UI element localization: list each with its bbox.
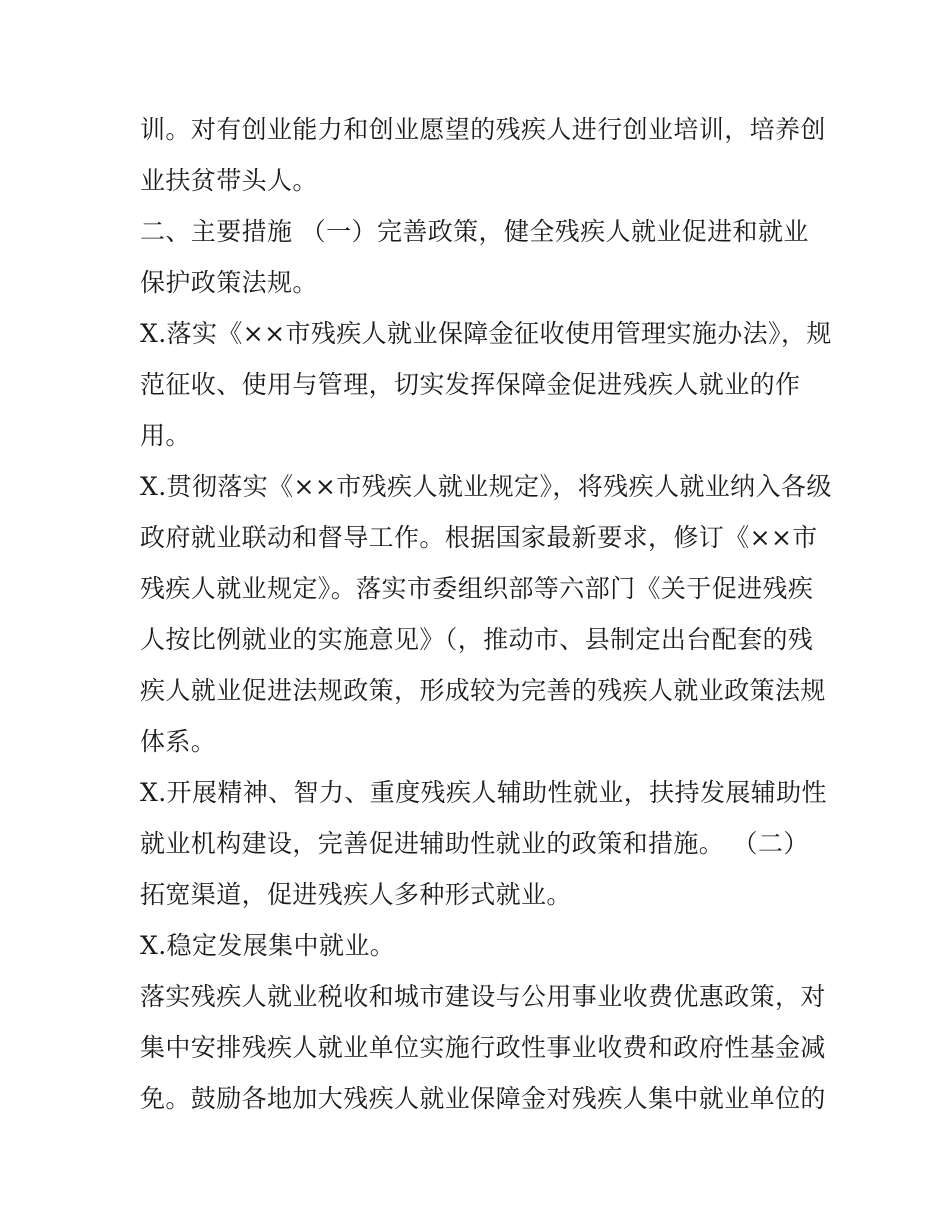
text-line: 保护政策法规。 bbox=[140, 268, 318, 297]
text-line: 残疾人就业规定》。落实市委组织部等六部门《关于促进残疾 bbox=[140, 574, 814, 603]
document-page bbox=[140, 104, 832, 1124]
text-line: 就业机构建设，完善促进辅助性就业的政策和措施。 （二） bbox=[140, 829, 809, 858]
text-line: 落实残疾人就业税收和城市建设与公用事业收费优惠政策，对 bbox=[140, 982, 826, 1011]
list-item-line: X.稳定发展集中就业。 bbox=[140, 931, 396, 960]
text-line: 用。 bbox=[140, 421, 191, 450]
text-line: 人按比例就业的实施意见》（，推动市、县制定出台配套的残 bbox=[140, 625, 814, 654]
list-item-line: X.贯彻落实《××市残疾人就业规定》，将残疾人就业纳入各级 bbox=[140, 472, 832, 501]
text-line: 集中安排残疾人就业单位实施行政性事业收费和政府性基金减 bbox=[140, 1033, 826, 1062]
text-line: 范征收、使用与管理，切实发挥保障金促进残疾人就业的作 bbox=[140, 370, 801, 399]
list-item-line: X.开展精神、智力、重度残疾人辅助性就业，扶持发展辅助性 bbox=[140, 778, 827, 807]
section-heading-line: 二、主要措施 （一）完善政策，健全残疾人就业促进和就业 bbox=[140, 217, 809, 246]
list-item-line: X.落实《××市残疾人就业保障金征收使用管理实施办法》，规 bbox=[140, 319, 832, 348]
text-line: 体系。 bbox=[140, 727, 217, 756]
text-line: 疾人就业促进法规政策，形成较为完善的残疾人就业政策法规 bbox=[140, 676, 826, 705]
text-line: 免。鼓励各地加大残疾人就业保障金对残疾人集中就业单位的 bbox=[140, 1084, 826, 1113]
text-line: 训。对有创业能力和创业愿望的残疾人进行创业培训，培养创 bbox=[140, 115, 826, 144]
text-line: 拓宽渠道，促进残疾人多种形式就业。 bbox=[140, 880, 572, 909]
text-line: 政府就业联动和督导工作。根据国家最新要求，修订《××市 bbox=[140, 523, 818, 552]
text-line: 业扶贫带头人。 bbox=[140, 166, 318, 195]
